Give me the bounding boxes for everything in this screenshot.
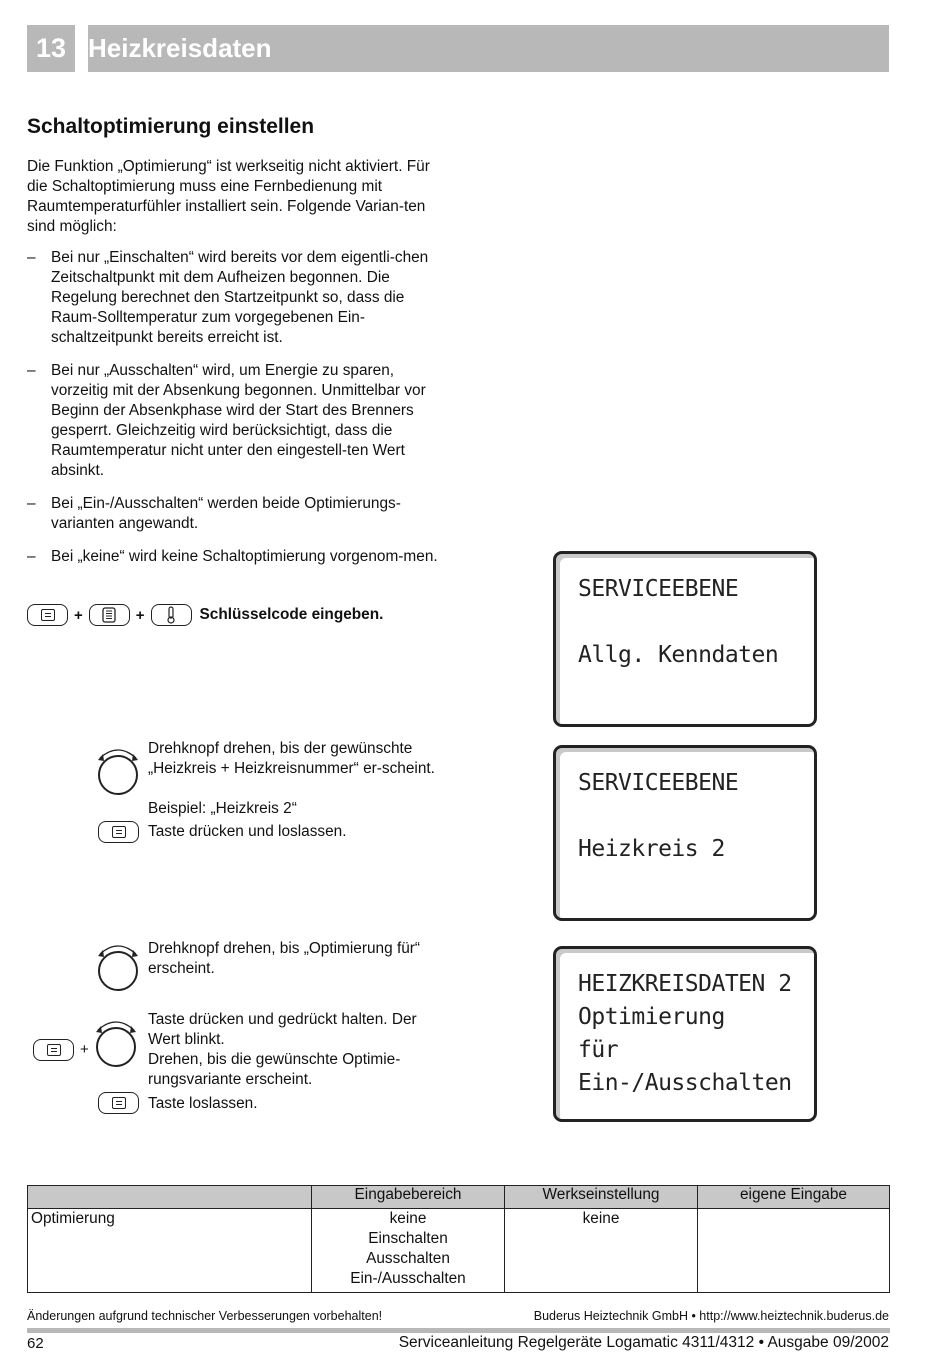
footer-note: Änderungen aufgrund technischer Verbesserungen vorbehalten! <box>27 1309 383 1323</box>
step-instruction: Drehen, bis die gewünschte Optimie-rungsvariante erscheint. <box>148 1051 401 1088</box>
table-header: Werkseinstellung <box>505 1186 698 1209</box>
footer-manual-title: Serviceanleitung Regelgeräte Logamatic 4311/4312 • Ausgabe 09/2002 <box>398 1334 889 1351</box>
table-cell-name: Optimierung <box>28 1209 312 1293</box>
thermometer-key-button[interactable] <box>151 604 192 626</box>
lcd-display <box>553 946 817 1122</box>
menu-key-icon <box>47 1044 61 1056</box>
list-item: – Bei „Ein-/Ausschalten“ werden beide Optimierungs-varianten angewandt. <box>27 495 401 532</box>
footer-company: Buderus Heiztechnik GmbH • http://www.heiztechnik.buderus.de <box>533 1309 889 1323</box>
table-header <box>28 1186 312 1209</box>
menu-key-icon <box>112 1097 126 1109</box>
list-item: – Bei nur „Einschalten“ wird bereits vor dem eigentli-chen Zeitschaltpunkt mit dem Aufheizen begonnen. Die Regelung berechnet den Startzeitpunkt so, dass die Raum-Solltemperatur zum vorgegebenen Ein-schaltzeitpunkt bereits erreicht ist. <box>27 249 429 346</box>
bullet-dash: – <box>27 495 36 512</box>
table-cell-default: keine <box>505 1209 698 1293</box>
rotary-knob-icon <box>94 1016 138 1068</box>
display-key-button[interactable] <box>89 604 130 626</box>
step-instruction: Taste drücken und loslassen. <box>148 823 347 840</box>
bullet-dash: – <box>27 362 36 379</box>
bullet-dash: – <box>27 249 36 266</box>
table-header-row <box>28 1186 890 1209</box>
table-cell-range: keine Einschalten Ausschalten Ein-/Ausschalten <box>312 1209 505 1293</box>
menu-key-button[interactable] <box>98 821 139 843</box>
rotary-knob[interactable] <box>94 1016 138 1068</box>
lcd-line: SERVICEEBENE <box>578 576 739 602</box>
thermometer-key-icon <box>165 606 177 624</box>
plus-sign: + <box>135 606 145 624</box>
table-header: eigene Eingabe <box>698 1186 890 1209</box>
lcd-line: SERVICEEBENE <box>578 770 739 796</box>
display-key-icon <box>101 607 117 623</box>
lcd-line: Heizkreis 2 <box>578 836 725 862</box>
table-header: Eingabebereich <box>312 1186 505 1209</box>
table-row <box>28 1209 890 1293</box>
table-cell-own[interactable] <box>698 1209 890 1293</box>
rotary-knob-icon <box>96 744 140 796</box>
section-title: Schaltoptimierung einstellen <box>27 115 315 138</box>
list-item: – Bei nur „Ausschalten“ wird, um Energie zu sparen, vorzeitig mit der Absenkung begonnen. Unmittelbar vor Beginn der Absenkphase wird der Start des Brenners gesperrt. Gleichzeitig wird berücksichtigt, dass die Raumtemperatur nicht unter den eingestell-ten Wert absinkt. <box>27 362 426 479</box>
footer-rule <box>27 1328 890 1333</box>
lcd-line: für <box>578 1037 619 1063</box>
lcd-display <box>553 551 817 727</box>
chapter-title <box>88 25 889 72</box>
bullet-dash: – <box>27 548 36 565</box>
list-item: – Bei „keine“ wird keine Schaltoptimierung vorgenom-men. <box>27 548 438 565</box>
lcd-line: Allg. Kenndaten <box>578 642 779 668</box>
settings-table <box>27 1185 890 1293</box>
key-code-row <box>27 603 383 627</box>
plus-sign: + <box>80 1041 89 1058</box>
step-instruction: Taste drücken und gedrückt halten. Der Wert blinkt. <box>148 1011 417 1048</box>
menu-key-icon <box>41 609 55 621</box>
lcd-line: Ein-/Ausschalten <box>578 1070 792 1096</box>
menu-key-icon <box>112 826 126 838</box>
menu-key-button[interactable] <box>27 604 68 626</box>
key-code-label: Schlüsselcode eingeben. <box>199 606 384 623</box>
rotary-knob-icon <box>96 940 140 992</box>
lcd-line: HEIZKREISDATEN 2 <box>578 971 792 997</box>
rotary-knob[interactable] <box>96 744 140 796</box>
page-number: 62 <box>27 1335 44 1352</box>
step-instruction: Drehknopf drehen, bis der gewünschte „Heizkreis + Heizkreisnummer“ er-scheint. <box>148 740 435 777</box>
menu-key-button[interactable] <box>98 1092 139 1114</box>
intro-paragraph: Die Funktion „Optimierung“ ist werkseitig nicht aktiviert. Für die Schaltoptimierung muss eine Fernbedienung mit Raumtemperaturfühler installiert sein. Folgende Varian-ten sind möglich: <box>27 158 430 235</box>
step-instruction: Drehknopf drehen, bis „Optimierung für“ erscheint. <box>148 940 421 977</box>
menu-key-button[interactable] <box>33 1039 74 1061</box>
step-instruction: Taste loslassen. <box>148 1095 258 1112</box>
plus-sign: + <box>74 606 83 624</box>
rotary-knob[interactable] <box>96 940 140 992</box>
step-example: Beispiel: „Heizkreis 2“ <box>148 800 297 817</box>
lcd-display <box>553 745 817 921</box>
chapter-number: 13 <box>27 25 75 72</box>
lcd-line: Optimierung <box>578 1004 725 1030</box>
chapter-title-text: Heizkreisdaten <box>88 33 272 63</box>
variant-list <box>27 248 447 580</box>
